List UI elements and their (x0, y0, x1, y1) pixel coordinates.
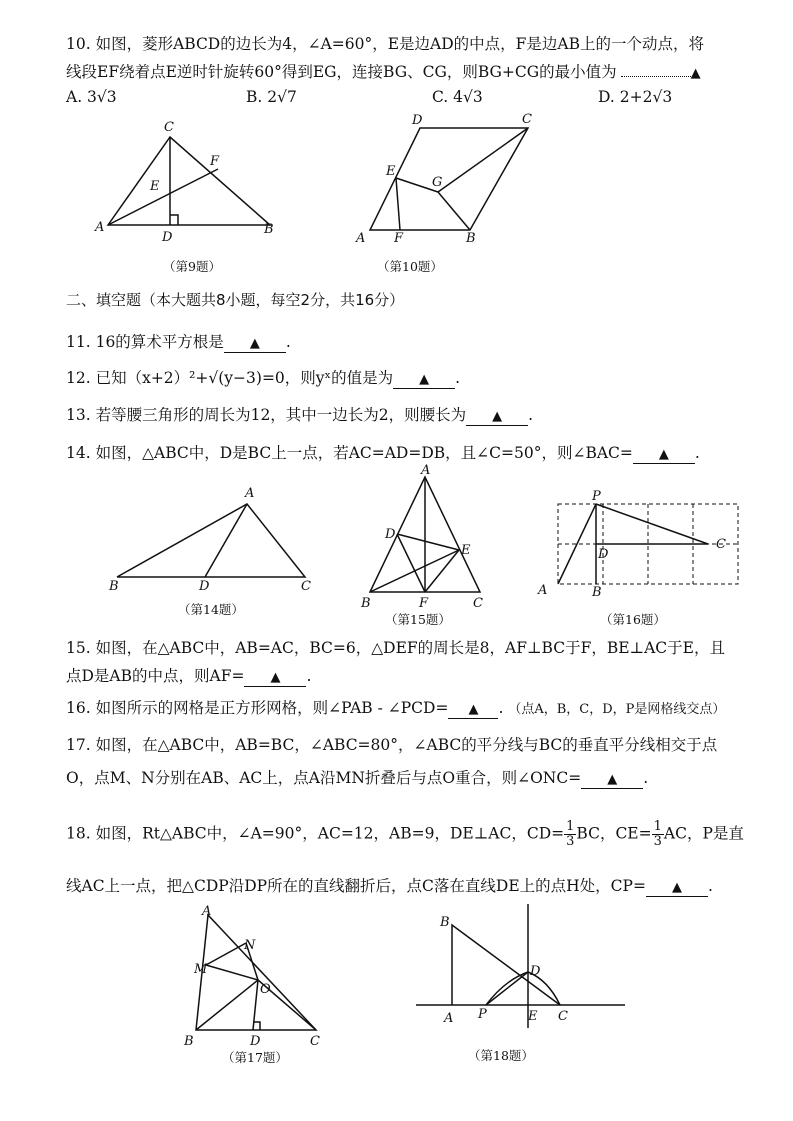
svg-text:N: N (244, 938, 256, 953)
q10-line2: 线段EF绕着点E逆时针旋转60°得到EG，连接BG、CG，则BG+CG的最小值为 ▲ (66, 63, 701, 81)
caption-fig17: （第17题） (222, 1050, 288, 1065)
svg-text:A: A (538, 583, 548, 598)
q12: 12. 已知（x+2）²+√(y−3)=0，则yˣ的值是为 ▲ . (66, 369, 461, 387)
svg-text:C: C (301, 579, 311, 592)
svg-text:A: A (95, 220, 105, 235)
svg-text:D: D (385, 527, 396, 542)
svg-text:D: D (530, 964, 541, 979)
svg-text:P: P (592, 490, 601, 504)
caption-fig10: （第10题） (377, 259, 443, 274)
section-2-heading: 二、填空题（本大题共8小题，每空2分，共16分） (66, 291, 405, 309)
q18-line2: 线AC上一点，把△CDP沿DP所在的直线翻折后，点C落在直线DE上的点H处，CP= ▲ . (66, 877, 713, 895)
svg-text:F: F (419, 596, 429, 611)
svg-text:D: D (250, 1034, 261, 1049)
svg-text:B: B (109, 579, 119, 592)
svg-text:C: C (164, 120, 174, 135)
svg-text:A: A (444, 1011, 454, 1026)
svg-text:C: C (473, 596, 483, 611)
figure-15 (355, 462, 495, 612)
svg-text:E: E (150, 179, 160, 194)
q14: 14. 如图，△ABC中，D是BC上一点，若AC=AD=DB，且∠C=50°，则∠BAC= ▲ . (66, 444, 700, 462)
q17-line1: 17. 如图，在△ABC中，AB=BC，∠ABC=80°，∠ABC的平分线与BC的垂直平分线相交于点 (66, 736, 718, 754)
svg-text:C: C (522, 112, 532, 127)
svg-text:O: O (260, 982, 271, 997)
svg-text:F: F (210, 154, 220, 169)
q10-option-b: B. 2√7 (246, 88, 297, 106)
figure-16 (530, 490, 740, 600)
fraction-one-third: $\frac{1}{3}$ (653, 819, 662, 849)
svg-text:G: G (432, 175, 443, 190)
q16: 16. 如图所示的网格是正方形网格，则∠PAB - ∠PCD= ▲ . （点A，B，C，D，P是网格线交点） (66, 699, 726, 717)
q11: 11. 16的算术平方根是 ▲ . (66, 333, 291, 351)
fraction-one-third: $\frac{1}{3}$ (566, 819, 575, 849)
caption-fig14: （第14题） (178, 602, 244, 617)
q13: 13. 若等腰三角形的周长为12，其中一边长为2，则腰长为 ▲ . (66, 406, 534, 424)
figure-17 (178, 905, 338, 1050)
svg-text:D: D (412, 113, 423, 128)
answer-marker: ▲ (690, 66, 701, 81)
figure-14 (105, 482, 325, 592)
caption-fig16: （第16题） (600, 612, 666, 627)
q10-line1: 10. 如图，菱形ABCD的边长为4，∠A=60°，E是边AD的中点，F是边AB上的一个动点，将 (66, 35, 705, 53)
svg-text:E: E (386, 164, 396, 179)
svg-text:B: B (440, 915, 450, 930)
caption-fig18: （第18题） (468, 1048, 534, 1063)
svg-text:C: C (716, 537, 726, 552)
svg-text:E: E (461, 543, 471, 558)
svg-text:A: A (202, 905, 212, 919)
svg-text:M: M (194, 962, 208, 977)
svg-text:A: A (245, 486, 255, 501)
q10-option-a: A. 3√3 (66, 88, 117, 106)
figure-10 (350, 110, 550, 245)
q10-option-d: D. 2+2√3 (598, 88, 673, 106)
figure-18 (410, 900, 635, 1030)
svg-text:P: P (478, 1007, 487, 1022)
svg-text:B: B (592, 585, 602, 600)
caption-fig9: （第9题） (163, 259, 221, 274)
caption-fig15: （第15题） (385, 612, 451, 627)
svg-text:B: B (466, 231, 476, 245)
svg-text:C: C (558, 1009, 568, 1024)
q17-line2: O，点M、N分别在AB、AC上，点A沿MN折叠后与点O重合，则∠ONC= ▲ . (66, 769, 649, 787)
svg-text:D: D (199, 579, 210, 592)
q15-line1: 15. 如图，在△ABC中，AB=AC，BC=6，△DEF的周长是8，AF⊥BC于F，BE⊥AC于E，且 (66, 639, 725, 657)
q10-option-c: C. 4√3 (432, 88, 483, 106)
svg-text:E: E (528, 1009, 538, 1024)
figure-9 (90, 115, 290, 245)
q18-line1: 18. 如图，Rt△ABC中，∠A=90°，AC=12，AB=9，DE⊥AC，CD= $\frac{1}{3}$ BC，CE= $\frac{1}{3}$ AC，P是直 (66, 819, 744, 849)
svg-text:A: A (356, 231, 366, 245)
svg-text:B: B (264, 222, 274, 237)
svg-text:F: F (394, 231, 404, 245)
svg-text:D: D (162, 230, 173, 245)
svg-text:B: B (184, 1034, 194, 1049)
svg-text:B: B (361, 596, 371, 611)
svg-text:D: D (598, 547, 609, 562)
svg-text:C: C (310, 1034, 320, 1049)
q15-line2: 点D是AB的中点，则AF= ▲ . (66, 667, 312, 685)
svg-text:A: A (421, 463, 431, 478)
